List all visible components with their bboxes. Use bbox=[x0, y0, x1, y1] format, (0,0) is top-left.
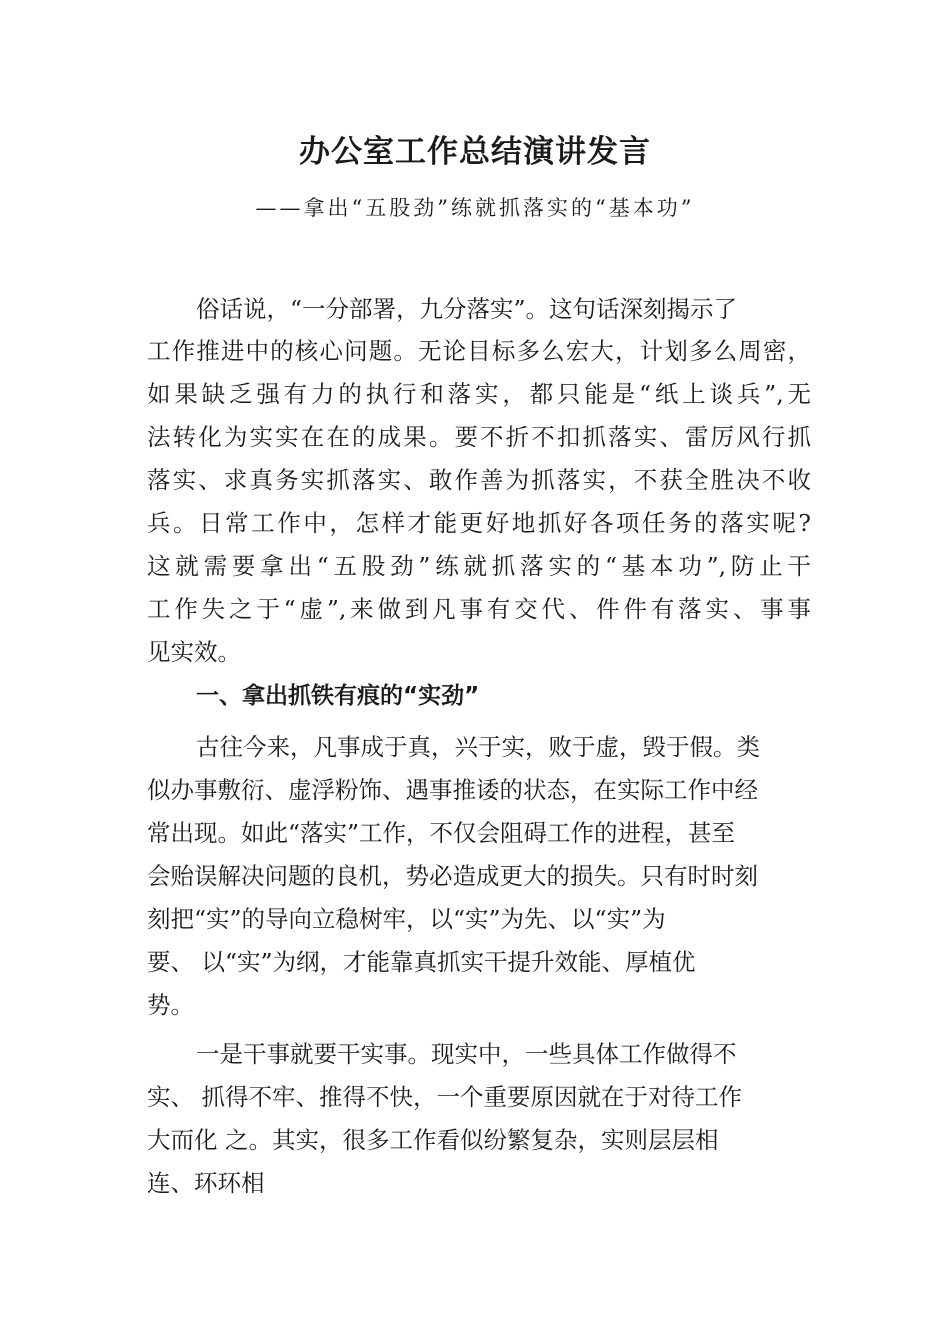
paragraph-line: 俗话说，“一分部署，九分落实”。这句话深刻揭示了 bbox=[196, 295, 738, 323]
paragraph-line: 兵。日常工作中，怎样才能更好地抓好各项任务的落实呢? bbox=[147, 509, 811, 537]
paragraph-line: 似办事敷衍、虚浮粉饰、遇事推诿的状态，在实际工作中经 bbox=[147, 776, 758, 804]
paragraph-line: 一是干事就要干实事。现实中，一些具体工作做得不 bbox=[196, 1040, 737, 1068]
paragraph-line: 古往今来，凡事成于真，兴于实，败于虚，毁于假。类 bbox=[196, 733, 760, 761]
paragraph-line: 工作推进中的核心问题。无论目标多么宏大，计划多么周密， bbox=[147, 337, 811, 365]
paragraph-line: 工作失之于“虚”,来做到凡事有交代、件件有落实、事事 bbox=[147, 595, 811, 623]
paragraph-line: 会贻误解决问题的良机，势必造成更大的损失。只有时时刻 bbox=[147, 862, 758, 890]
paragraph-line: 常出现。如此“落实”工作，不仅会阻碍工作的进程，甚至 bbox=[147, 819, 736, 847]
paragraph-line: 实、 抓得不牢、推得不快，一个重要原因就在于对待工作 bbox=[147, 1083, 742, 1111]
paragraph-line: 大而化 之。其实，很多工作看似纷繁复杂，实则层层相 bbox=[147, 1126, 719, 1154]
document-subtitle: ——拿出“五股劲”练就抓落实的“基本功” bbox=[255, 196, 695, 220]
paragraph-line: 见实效。 bbox=[147, 638, 241, 666]
paragraph-line: 连、环环相 bbox=[147, 1169, 265, 1197]
paragraph-line: 落实、求真务实抓落实、敢作善为抓落实，不获全胜决不收 bbox=[147, 466, 811, 494]
section-heading: 一、拿出抓铁有痕的“实劲” bbox=[196, 683, 480, 709]
document-title: 办公室工作总结演讲发言 bbox=[299, 134, 651, 170]
paragraph-line: 如果缺乏强有力的执行和落实，都只能是“纸上谈兵”,无 bbox=[147, 380, 811, 408]
paragraph-line: 法转化为实实在在的成果。要不折不扣抓落实、雷厉风行抓 bbox=[147, 423, 811, 451]
paragraph-line: 刻把“实”的导向立稳树牢，以“实”为先、以“实”为 bbox=[147, 905, 666, 933]
paragraph-line: 势。 bbox=[147, 991, 194, 1019]
paragraph-line: 要、 以“实”为纲，才能靠真抓实干提升效能、厚植优 bbox=[147, 948, 696, 976]
paragraph-line: 这就需要拿出“五股劲”练就抓落实的“基本功”,防止干 bbox=[147, 552, 811, 580]
